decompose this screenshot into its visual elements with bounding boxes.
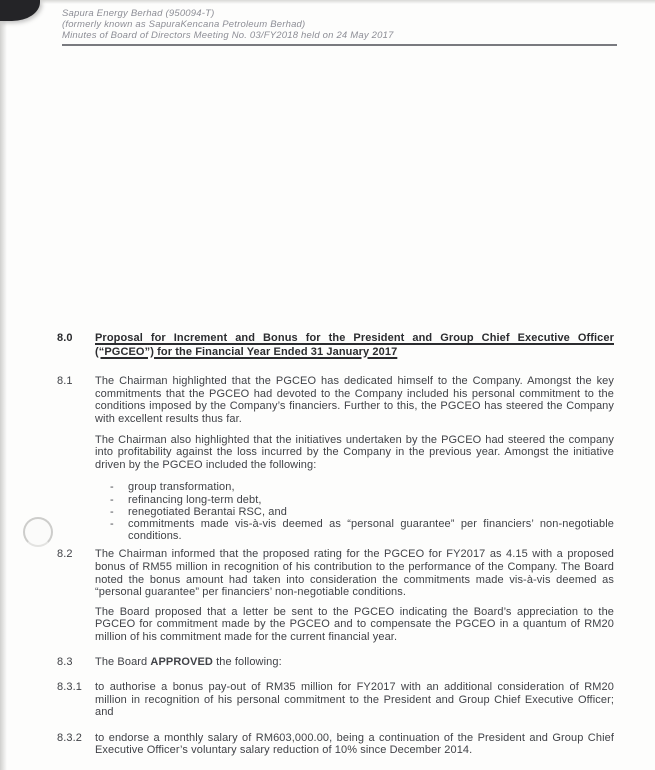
scan-corner-artifact: [0, 0, 40, 21]
initiatives-paragraph: [57, 434, 614, 472]
section-title: Proposal for Increment and Bonus for the President and Group Chief Executive Officer (“PGCEO”) for the Financial Year Ended 31 January 2017: [95, 332, 614, 358]
list-item: [95, 494, 614, 506]
section-number-spacer: [57, 481, 95, 542]
bullet-dash: -: [110, 505, 114, 518]
list-item-text: renegotiated Berantai RSC, and: [128, 505, 287, 518]
section-number: 8.0: [57, 332, 73, 344]
document-letterhead: [62, 9, 617, 46]
letter-paragraph: [57, 606, 614, 644]
company-name: Sapura Energy Berhad (950094-T): [62, 8, 215, 19]
section-8-0-heading: [57, 332, 614, 359]
scan-top-edge-artifact: [0, 0, 655, 4]
section-8-2-paragraph: [57, 548, 614, 598]
hole-punch-mark: [23, 517, 53, 547]
bullet-dash: -: [110, 517, 114, 530]
list-item: [95, 481, 614, 493]
list-item-text: commitments made vis-à-vis deemed as “personal guarantee” per financiers’ non-negotiable conditions.: [128, 517, 614, 543]
approved-post-text: the following:: [212, 655, 282, 668]
section-number-spacer: [57, 434, 95, 472]
initiatives-bullet-list: [57, 481, 614, 542]
bullet-dash: -: [110, 493, 114, 506]
list-item: [95, 506, 614, 518]
approved-keyword: APPROVED: [150, 655, 213, 668]
paragraph-text: [95, 656, 614, 669]
section-number: 8.1: [57, 375, 73, 388]
paragraph-text: The Board proposed that a letter be sent to the PGCEO indicating the Board’s appreciation to the PGCEO for commitment made by the PGCEO and to compensate the PGCEO in a quantum of RM20 million of his commitment made for the current financial year.: [95, 605, 614, 643]
section-number: 8.3.1: [57, 681, 82, 694]
minutes-title: Minutes of Board of Directors Meeting No. 03/FY2018 held on 24 May 2017: [62, 29, 394, 41]
section-8-1-paragraph: [57, 375, 614, 425]
paragraph-text: to endorse a monthly salary of RM603,000.00, being a continuation of the President and Group Chief Executive Officer’s voluntary salary reduction of 10% since December 2014.: [95, 731, 614, 757]
section-8-3-2-paragraph: [57, 732, 614, 757]
approved-pre-text: The Board: [95, 655, 151, 668]
section-8-3-paragraph: [57, 656, 614, 669]
section-number: 8.2: [57, 548, 73, 561]
list-item-text: group transformation,: [128, 481, 235, 494]
section-number: 8.3: [57, 655, 73, 668]
bullet-dash: -: [110, 481, 114, 494]
paragraph-text: The Chairman highlighted that the PGCEO has dedicated himself to the Company. Amongst the key commitments that the PGCEO had devoted to the Company included his personal commitment to the conditions imposed by the Company’s financiers. Further to this, the PGCEO has steered the Company with excellent results thus far.: [95, 375, 614, 425]
section-number-spacer: [57, 606, 95, 644]
paragraph-text: The Chairman also highlighted that the initiatives undertaken by the PGCEO had steered the company into profitability against the loss incurred by the Company in the previous year. Amongst the initiative driven by the PGCEO included the following:: [95, 433, 614, 471]
paragraph-text: to authorise a bonus pay-out of RM35 million for FY2017 with an additional consideration of RM20 million in recognition of his personal commitment to the President and Group Chief Executive Officer; and: [95, 681, 614, 719]
section-8-3-1-paragraph: [57, 681, 614, 719]
list-item: [95, 518, 614, 542]
company-former-name: (formerly known as SapuraKencana Petroleum Berhad): [62, 18, 306, 30]
section-number: 8.3.2: [57, 731, 82, 744]
paragraph-text: The Chairman informed that the proposed rating for the PGCEO for FY2017 as 4.15 with a proposed bonus of RM55 million in recognition of his contribution to the performance of the Company. The Board noted the bonus amount had taken into consideration the commitments made vis-à-vis deemed as “personal guarantee” per financiers’ non-negotiable conditions.: [95, 548, 614, 599]
list-item-text: refinancing long-term debt,: [128, 493, 262, 506]
scan-left-edge-artifact: [0, 0, 7, 770]
minutes-content: [57, 332, 614, 757]
